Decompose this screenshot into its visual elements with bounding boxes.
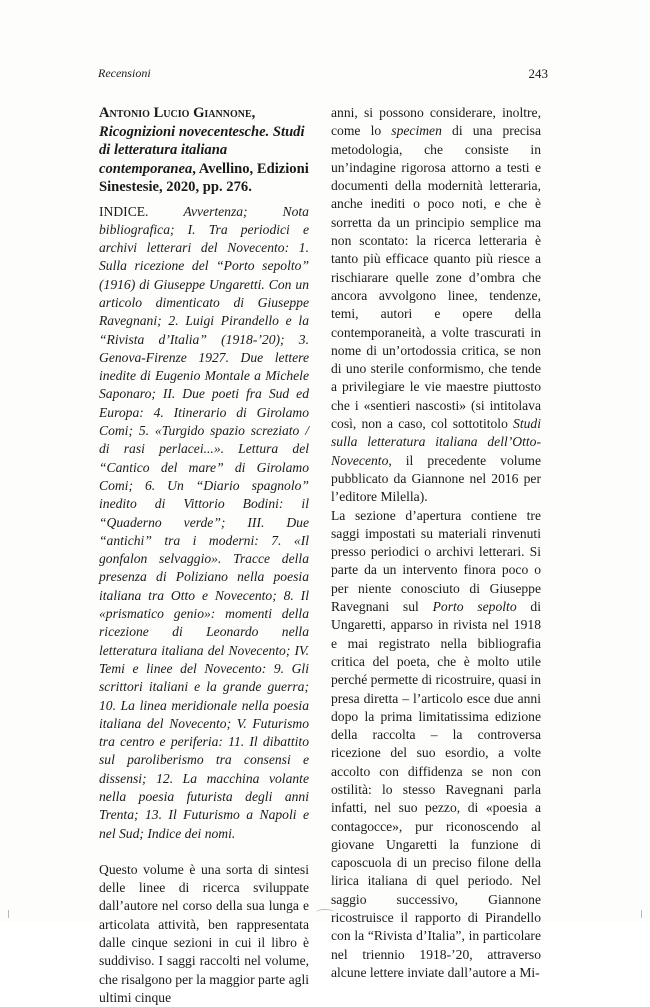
book-publication: , Avellino, Edizioni Sinestesie, 2020, pp. 276. [99,160,309,195]
crop-mark [641,910,642,918]
table-of-contents [99,203,309,843]
footer-ornament [316,909,334,916]
index-label: INDICE. [99,203,149,219]
review-heading: Antonio Lucio Giannone, Ricognizioni novecentesche. Studi di letteratura italiana contemporanea, Avellino, Edizioni Sinestesie, 2020, pp. 276. [99,105,309,195]
left-column [99,104,309,1007]
right-paragraph-2 [331,507,541,983]
section-title: Recensioni [98,66,151,80]
text-run: La sezione d’apertura contiene tre saggi impostati su materiali rinvenuti presso periodici o archivi letterari. Si parte da un intervento finora poco o per niente conosciuto di Giuseppe Ravegnani sul [331,507,541,615]
text-run: di una precisa metodologia, che consiste in un’indagine rigorosa attorno a testi e documenti della modernità letteraria, anche inediti o poco noti, e che è sorretta da un principio semplice ma non scontato: la ricerca letteraria è tanto più efficace quanto più riesce a rischiarare quelle zone d’ombra che ancora avvolgono linee, tendenze, temi, autori e opere della contemporaneità, a volte trascurati in nome di un’ortodossia critica, se non di uno sterile conformismo, che tende a privilegiare le vie maestre piuttosto che i «sentieri nascosti» (si intitolava così, non a caso, col sottotitolo [331,123,542,432]
paragraph-gap [99,843,309,861]
italic-book-title: Porto sepolto [432,599,517,615]
italic-book-title: Studi sulla letteratura italiana dell’Otto-Novecento [331,416,541,468]
index-items: Avvertenza; Nota bibliografica; I. Tra periodici e archivi letterari del Novecento: 1. Sulla ricezione del “Porto sepolto” (1916) di Giuseppe Ungaretti. Con un articolo dimenticato di Giuseppe Ravegnani; 2. Luigi Pirandello e la “Rivista d’Italia” (1918-’20); 3. Genova-Firenze 1927. Due lettere inedite di Eugenio Montale a Michele Saponaro; II. Due poeti fra Sud ed Europa: 4. Itinerario di Girolamo Comi; 5. «Turgido spazio screziato / di rasi perlacei...». Lettura del “Cantico del mare” di Girolamo Comi; 6. Un “Diario spagnolo” inedito di Vittorio Bodini: il “Quaderno verde”; III. Due “antichi” tra i moderni: 7. «Il gonfalon selvaggio». Tracce della presenza di Poliziano nella poesia italiana tra Otto e Novecento; 8. Il «prismatico genio»: momenti della ricezione di Leonardo nella letteratura italiana del Novecento; IV. Temi e linee del Novecento: 9. Gli scrittori italiani e la grande guerra; 10. La linea meridionale nella poesia italiana del Novecento; V. Futurismo tra centro e periferia: 11. Il dibattito sul paroliberismo tra consensi e dissensi; 12. La macchina volante nella poesia futurista degli anni Trenta; 13. Il Futurismo a Napoli e nel Sud; Indice dei nomi. [99,203,309,841]
italic-term: specimen [391,123,442,139]
right-paragraph-1 [331,104,541,507]
page-number: 243 [528,66,548,81]
right-column [331,104,541,982]
running-head [98,66,548,86]
left-body-paragraph: Questo volume è una sorta di sintesi delle linee di ricerca sviluppate dall’autore nel corso della sua lunga e articolata attività, ben rappresentata dalle cinque sezioni in cui il libro è suddiviso. I saggi raccolti nel volume, che risalgono per la maggior parte agli ultimi cinque [99,861,309,1005]
text-run: di Ungaretti, apparso in rivista nel 1918 e mai registrato nella bibliografia critica del poeta, che è molto utile perché permette di ricostruire, quasi in presa diretta – l’articolo esce due anni dopo la prima limitatissima edizione della raccolta – la controversa ricezione del suo esordio, a volte accolto con diffidenza se non con ostilità: lo stesso Ravegnani parla infatti, nel suo pezzo, di «poesia a contagocce», pur riconoscendo al giovane Ungaretti la funzione di caposcuola di un preciso filone della lirica italiana di quel periodo. Nel saggio successivo, Giannone ricostruisce il rapporto di Pirandello con la “Rivista d’Italia”, in particolare nel triennio 1918-’20, attraverso alcune lettere inviate dall’autore a Mi- [331,599,541,980]
text-run: anni, si possono considerare, inoltre, come lo [331,105,541,139]
book-author: Antonio Lucio Giannone [99,105,252,121]
text-run: , il precedente volume pubblicato da Giannone nel 2016 per l’editore Milella). [331,452,541,505]
book-title: Ricognizioni novecentesche. Studi di letteratura italiana contemporanea [99,123,305,177]
crop-mark [8,910,9,918]
